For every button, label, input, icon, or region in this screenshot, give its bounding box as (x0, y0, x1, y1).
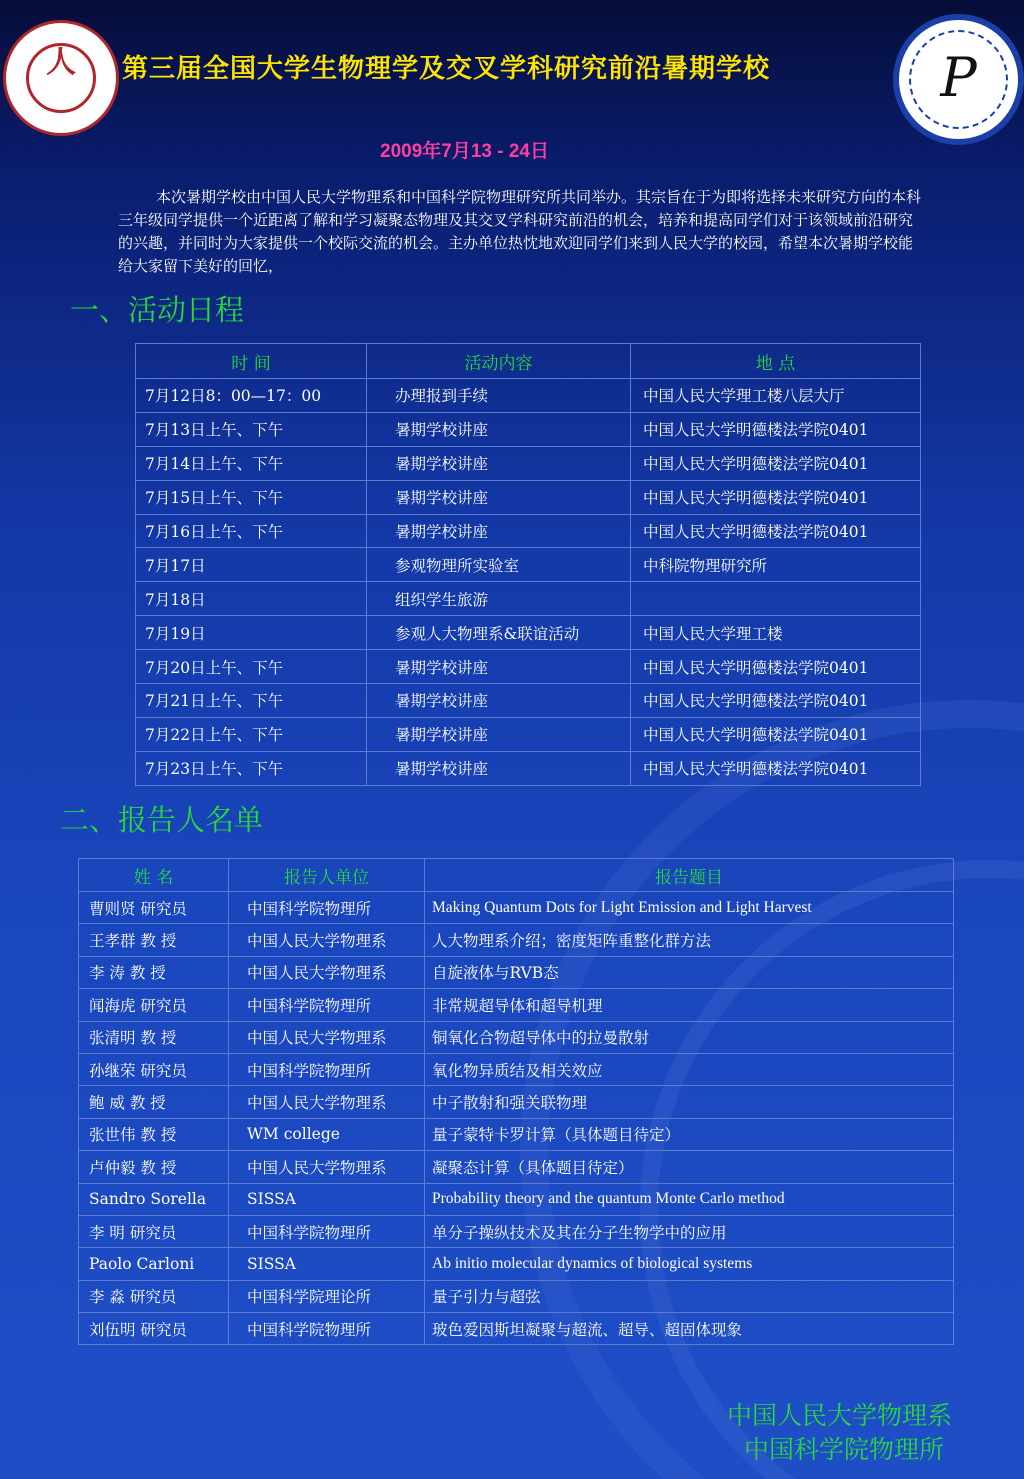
table-cell: 中国人民大学理工楼八层大厅 (631, 379, 921, 413)
table-cell: 暑期学校讲座 (367, 650, 631, 684)
table-row (79, 1183, 954, 1215)
table-cell: 中国科学院物理所 (229, 1053, 425, 1085)
table-cell: 暑期学校讲座 (367, 446, 631, 480)
table-row (136, 650, 921, 684)
table-cell: 刘伍明 研究员 (79, 1313, 229, 1345)
table-cell: 鲍 威 教 授 (79, 1086, 229, 1118)
table-cell: 办理报到手续 (367, 379, 631, 413)
table-row (79, 1021, 954, 1053)
table-cell: 7月21日上午、下午 (136, 684, 367, 718)
table-cell: 暑期学校讲座 (367, 514, 631, 548)
table-cell: 暑期学校讲座 (367, 684, 631, 718)
table-cell: 中国科学院物理所 (229, 1313, 425, 1345)
intro-paragraph: 本次暑期学校由中国人民大学物理系和中国科学院物理研究所共同举办。其宗旨在于为即将选择未来研究方向的本科三年级同学提供一个近距离了解和学习凝聚态物理及其交叉学科研究前沿的机会，培养和提高同学们对于该领域前沿研究的兴趣，并同时为大家提供一个校际交流的机会。主办单位热忱地欢迎同学们来到人民大学的校园，希望本次暑期学校能给大家留下美好的回忆， (118, 188, 922, 275)
table-cell: 李 明 研究员 (79, 1215, 229, 1247)
table-row (136, 582, 921, 616)
table-row (79, 892, 954, 924)
speakers-header-row (79, 859, 954, 892)
table-row (79, 1313, 954, 1345)
table-cell: 中国科学院物理所 (229, 1215, 425, 1247)
table-cell: 单分子操纵技术及其在分子生物学中的应用 (425, 1215, 954, 1247)
table-row (79, 1086, 954, 1118)
table-cell: 暑期学校讲座 (367, 751, 631, 785)
table-row (136, 717, 921, 751)
table-cell: 中科院物理研究所 (631, 548, 921, 582)
table-cell: 人大物理系介绍；密度矩阵重整化群方法 (425, 924, 954, 956)
table-cell: 中子散射和强关联物理 (425, 1086, 954, 1118)
table-cell: 参观人大物理系&联谊活动 (367, 616, 631, 650)
table-cell: SISSA (229, 1248, 425, 1280)
table-cell: 中国人民大学明德楼法学院0401 (631, 751, 921, 785)
table-cell: 曹则贤 研究员 (79, 892, 229, 924)
table-cell: 7月15日上午、下午 (136, 480, 367, 514)
table-cell: 孙继荣 研究员 (79, 1053, 229, 1085)
table-cell: 闻海虎 研究员 (79, 989, 229, 1021)
table-row (136, 514, 921, 548)
speakers-table (78, 858, 954, 1345)
table-cell: 参观物理所实验室 (367, 548, 631, 582)
organizer-iop: 中国科学院物理所 (743, 1435, 944, 1464)
table-cell: 7月17日 (136, 548, 367, 582)
table-cell: Making Quantum Dots for Light Emission and Light Harvest (425, 892, 954, 924)
table-row (79, 1151, 954, 1183)
table-cell: 暑期学校讲座 (367, 717, 631, 751)
table-cell: 王孝群 教 授 (79, 924, 229, 956)
table-cell: 7月20日上午、下午 (136, 650, 367, 684)
table-cell: 自旋液体与RVB态 (425, 956, 954, 988)
table-cell: 张世伟 教 授 (79, 1118, 229, 1150)
seal-glyph: 人 (46, 45, 76, 80)
table-row (136, 379, 921, 413)
table-cell: 中国科学院物理所 (229, 989, 425, 1021)
column-header: 报告题目 (425, 859, 954, 892)
table-cell (631, 582, 921, 616)
table-cell: 量子蒙特卡罗计算（具体题目待定） (425, 1118, 954, 1150)
table-cell: 玻色爱因斯坦凝聚与超流、超导、超固体现象 (425, 1313, 954, 1345)
table-cell: 中国人民大学明德楼法学院0401 (631, 717, 921, 751)
table-cell: 中国人民大学明德楼法学院0401 (631, 480, 921, 514)
table-cell: 铜氧化合物超导体中的拉曼散射 (425, 1021, 954, 1053)
column-header: 报告人单位 (229, 859, 425, 892)
table-cell: 中国人民大学明德楼法学院0401 (631, 446, 921, 480)
schedule-heading: 一、活动日程 (70, 293, 245, 327)
logo-glyph: P (940, 46, 977, 109)
table-row (79, 1118, 954, 1150)
table-cell: 7月12日8：00—17：00 (136, 379, 367, 413)
table-cell: 李 涛 教 授 (79, 956, 229, 988)
table-row (79, 924, 954, 956)
table-cell: 7月22日上午、下午 (136, 717, 367, 751)
table-cell: Ab initio molecular dynamics of biological systems (425, 1248, 954, 1280)
column-header: 姓 名 (79, 859, 229, 892)
table-cell: 中国人民大学明德楼法学院0401 (631, 650, 921, 684)
event-date: 2009年7月13 - 24日 (380, 141, 549, 162)
table-row (79, 1053, 954, 1085)
table-cell: 凝聚态计算（具体题目待定） (425, 1151, 954, 1183)
table-cell: 中国人民大学明德楼法学院0401 (631, 412, 921, 446)
table-row (79, 1248, 954, 1280)
table-cell: 李 淼 研究员 (79, 1280, 229, 1312)
table-row (79, 1280, 954, 1312)
table-row (79, 989, 954, 1021)
table-row (79, 1215, 954, 1247)
column-header: 时 间 (136, 344, 367, 379)
table-cell: 中国科学院理论所 (229, 1280, 425, 1312)
table-cell: 中国科学院物理所 (229, 892, 425, 924)
table-cell: Sandro Sorella (79, 1183, 229, 1215)
table-cell: Paolo Carloni (79, 1248, 229, 1280)
table-cell: 中国人民大学物理系 (229, 1086, 425, 1118)
column-header: 活动内容 (367, 344, 631, 379)
table-cell: 中国人民大学明德楼法学院0401 (631, 514, 921, 548)
table-row (79, 956, 954, 988)
table-cell: 中国人民大学物理系 (229, 1021, 425, 1053)
table-cell: Probability theory and the quantum Monte Carlo method (425, 1183, 954, 1215)
table-cell: SISSA (229, 1183, 425, 1215)
table-row (136, 616, 921, 650)
table-cell: 张清明 教 授 (79, 1021, 229, 1053)
table-row (136, 412, 921, 446)
column-header: 地 点 (631, 344, 921, 379)
table-cell: 中国人民大学物理系 (229, 924, 425, 956)
institute-of-physics-cas-logo-icon (893, 14, 1024, 145)
table-cell: 暑期学校讲座 (367, 480, 631, 514)
table-row (136, 480, 921, 514)
organizer-renmin: 中国人民大学物理系 (726, 1401, 952, 1430)
page-title: 第三届全国大学生物理学及交叉学科研究前沿暑期学校 (122, 54, 771, 84)
table-cell: 7月18日 (136, 582, 367, 616)
speakers-heading: 二、报告人名单 (60, 803, 264, 837)
schedule-table (135, 343, 921, 786)
table-cell: 非常规超导体和超导机理 (425, 989, 954, 1021)
table-cell: 7月19日 (136, 616, 367, 650)
table-cell: 暑期学校讲座 (367, 412, 631, 446)
table-row (136, 446, 921, 480)
table-cell: 中国人民大学理工楼 (631, 616, 921, 650)
table-cell: 中国人民大学物理系 (229, 956, 425, 988)
table-cell: 量子引力与超弦 (425, 1280, 954, 1312)
table-cell: 中国人民大学物理系 (229, 1151, 425, 1183)
table-row (136, 548, 921, 582)
table-cell: 7月16日上午、下午 (136, 514, 367, 548)
table-cell: 中国人民大学明德楼法学院0401 (631, 684, 921, 718)
renmin-university-seal-icon (3, 20, 119, 136)
table-row (136, 684, 921, 718)
table-cell: 氧化物异质结及相关效应 (425, 1053, 954, 1085)
table-cell: 卢仲毅 教 授 (79, 1151, 229, 1183)
table-cell: 7月23日上午、下午 (136, 751, 367, 785)
table-cell: WM college (229, 1118, 425, 1150)
table-cell: 7月13日上午、下午 (136, 412, 367, 446)
table-row (136, 751, 921, 785)
schedule-header-row (136, 344, 921, 379)
table-cell: 7月14日上午、下午 (136, 446, 367, 480)
table-cell: 组织学生旅游 (367, 582, 631, 616)
